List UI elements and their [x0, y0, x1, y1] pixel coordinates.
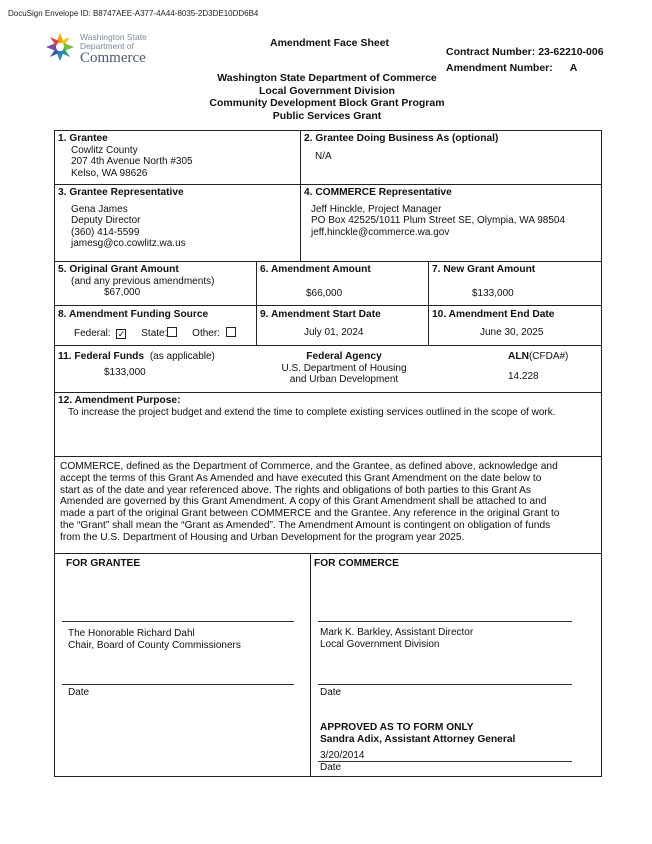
header-line: Washington State Department of Commerce: [217, 72, 437, 84]
commerce-signature-line[interactable]: [318, 621, 572, 622]
agreement-line: start as of the date and year referenced above. The rights and obligations of both parties to this Grant As: [60, 484, 531, 496]
grantee-rep-line: Deputy Director: [71, 215, 141, 226]
end-date-section: [432, 309, 600, 338]
purpose-text: To increase the project budget and extend the time to complete existing services outlined in the scope of work.: [68, 406, 556, 418]
agreement-line: from the U.S. Department of Housing and Urban Development for the program year 2025.: [60, 531, 465, 543]
new-amount-label: 7. New Grant Amount: [432, 264, 536, 275]
commerce-signatory-title: Local Government Division: [320, 638, 440, 650]
commerce-rep-line: jeff.hinckle@commerce.wa.gov: [311, 226, 450, 238]
approved-label: APPROVED AS TO FORM ONLY: [320, 722, 474, 733]
commerce-signatory: [320, 627, 473, 650]
start-date-section: [260, 309, 426, 338]
header-line: Public Services Grant: [272, 109, 382, 122]
commerce-date-label: Date: [320, 687, 342, 698]
federal-agency-label: Federal Agency: [306, 351, 382, 362]
end-date-label: 10. Amendment End Date: [432, 309, 555, 320]
commerce-rep-section: [304, 187, 565, 238]
contract-number-label: Contract Number:: [446, 46, 536, 58]
start-date-label: 9. Amendment Start Date: [260, 309, 381, 320]
grantee-rep-label: 3. Grantee Representative: [58, 187, 184, 198]
document-header: [150, 72, 504, 122]
federal-agency-line: and Urban Development: [289, 374, 399, 385]
federal-agency-line: U.S. Department of Housing: [281, 362, 407, 374]
grantee-line: Cowlitz County: [71, 144, 138, 156]
amendment-amount-label: 6. Amendment Amount: [260, 264, 371, 275]
row-divider: [54, 184, 602, 185]
federal-funds-value: $133,000: [104, 366, 146, 378]
grantee-rep-section: [58, 187, 186, 250]
envelope-id: DocuSign Envelope ID: B8747AEE-A377-4A44-8035-2D3DE10DD6B4: [8, 9, 259, 18]
row-divider: [54, 261, 602, 262]
row-divider: [54, 345, 602, 346]
grantee-date-line[interactable]: [62, 684, 294, 685]
row-divider: [54, 553, 602, 554]
for-commerce-label: FOR COMMERCE: [314, 558, 399, 569]
original-amount-section: [58, 264, 254, 299]
grantee-rep-line: Gena James: [71, 203, 128, 215]
federal-funds-sub: (as applicable): [149, 351, 215, 362]
grantee-signature-line[interactable]: [62, 621, 294, 622]
purpose-section: [58, 395, 598, 418]
logo-line-3: Commerce: [80, 50, 146, 66]
logo-line-2: Department of: [80, 41, 134, 51]
end-date-value: June 30, 2025: [480, 326, 544, 338]
commerce-rep-label: 4. COMMERCE Representative: [304, 187, 452, 198]
row-divider: [54, 305, 602, 306]
funding-source-section: [58, 309, 254, 339]
other-label: Other:: [192, 327, 220, 339]
federal-checkbox[interactable]: [116, 329, 126, 339]
approved-date-line: [318, 761, 572, 762]
grantee-line: Kelso, WA 98626: [71, 167, 148, 179]
grantee-date-label: Date: [68, 687, 90, 698]
grantee-label: 1. Grantee: [58, 133, 108, 144]
purpose-label: 12. Amendment Purpose:: [58, 395, 181, 406]
approver-name: Sandra Adix, Assistant Attorney General: [320, 734, 516, 745]
header-line: Local Government Division: [259, 84, 395, 97]
new-amount-value: $133,000: [472, 287, 514, 299]
original-amount-sub: (and any previous amendments): [71, 275, 215, 287]
approved-date: 3/20/2014: [320, 750, 365, 761]
grantee-rep-line: (360) 414-5599: [71, 226, 140, 238]
agreement-line: Amended are governed by this Grant Amendment. A copy of this Grant Amendment shall be attached to and: [60, 496, 547, 508]
amendment-amount-section: [260, 264, 426, 299]
dba-section: [304, 133, 498, 162]
commerce-date-line[interactable]: [318, 684, 572, 685]
new-amount-section: [432, 264, 600, 299]
grantee-signatory: [68, 628, 241, 651]
row-divider: [54, 456, 602, 457]
amendment-amount-value: $66,000: [306, 287, 343, 299]
aln-section: [508, 351, 598, 382]
funding-source-label: 8. Amendment Funding Source: [58, 309, 209, 320]
aln-label: ALN: [508, 351, 529, 362]
original-amount-value: $67,000: [104, 287, 141, 298]
state-label: State:: [141, 327, 168, 339]
original-amount-label: 5. Original Grant Amount: [58, 264, 179, 275]
other-checkbox[interactable]: [226, 327, 236, 337]
page-title: Amendment Face Sheet: [270, 37, 390, 49]
state-checkbox[interactable]: [167, 327, 177, 337]
logo-line-1: Washington State: [80, 32, 147, 42]
agreement-paragraph: [60, 461, 600, 544]
agreement-line: COMMERCE, defined as the Department of Commerce, and the Grantee, as defined above, acknowledge and: [60, 461, 558, 472]
federal-agency-section: [270, 351, 418, 386]
federal-funds-section: [58, 351, 278, 378]
aln-value: 14.228: [508, 370, 539, 382]
grantee-line: 207 4th Avenue North #305: [71, 156, 193, 167]
commerce-logo-text: [80, 33, 147, 65]
amendment-number-label: Amendment Number:: [446, 62, 553, 74]
aln-sub: (CFDA#): [528, 351, 569, 362]
grantee-rep-line: jamesg@co.cowlitz.wa.us: [71, 238, 186, 249]
dba-label: 2. Grantee Doing Business As (optional): [304, 133, 499, 144]
agreement-line: the “Grant” shall mean the “Grant as Amended”. The Amendment Amount is contingent on obligation of funds: [60, 519, 551, 531]
grantee-signatory-name: The Honorable Richard Dahl: [68, 628, 195, 639]
start-date-value: July 01, 2024: [304, 326, 364, 338]
agreement-line: accept the terms of this Grant As Amended and have executed this Grant Amendment on the date below to: [60, 472, 542, 484]
col-divider: [428, 261, 429, 345]
agreement-line: made a part of the original Grant between COMMERCE and the Grantee. Any reference in the original Grant to: [60, 508, 560, 520]
amendment-number: A: [569, 62, 578, 74]
col-divider: [310, 553, 311, 777]
for-grantee-label: FOR GRANTEE: [66, 558, 141, 569]
col-divider: [300, 130, 301, 261]
row-divider: [54, 392, 602, 393]
grantee-signatory-title: Chair, Board of County Commissioners: [68, 639, 241, 651]
col-divider: [256, 261, 257, 345]
check-icon: ✓: [117, 328, 126, 339]
federal-funds-label: 11. Federal Funds: [58, 351, 145, 362]
dba-value: N/A: [315, 150, 332, 162]
header-line: Community Development Block Grant Program: [209, 97, 445, 110]
commerce-logo-icon: [44, 31, 76, 63]
commerce-rep-line: PO Box 42525/1011 Plum Street SE, Olympia, WA 98504: [311, 215, 566, 226]
commerce-rep-line: Jeff Hinckle, Project Manager: [311, 203, 442, 215]
grantee-section: [58, 133, 193, 179]
federal-label: Federal:: [74, 327, 111, 339]
commerce-signatory-name: Mark K. Barkley, Assistant Director: [320, 627, 474, 638]
contract-number: 23-62210-006: [538, 46, 604, 58]
approved-date-label: Date: [320, 762, 342, 773]
